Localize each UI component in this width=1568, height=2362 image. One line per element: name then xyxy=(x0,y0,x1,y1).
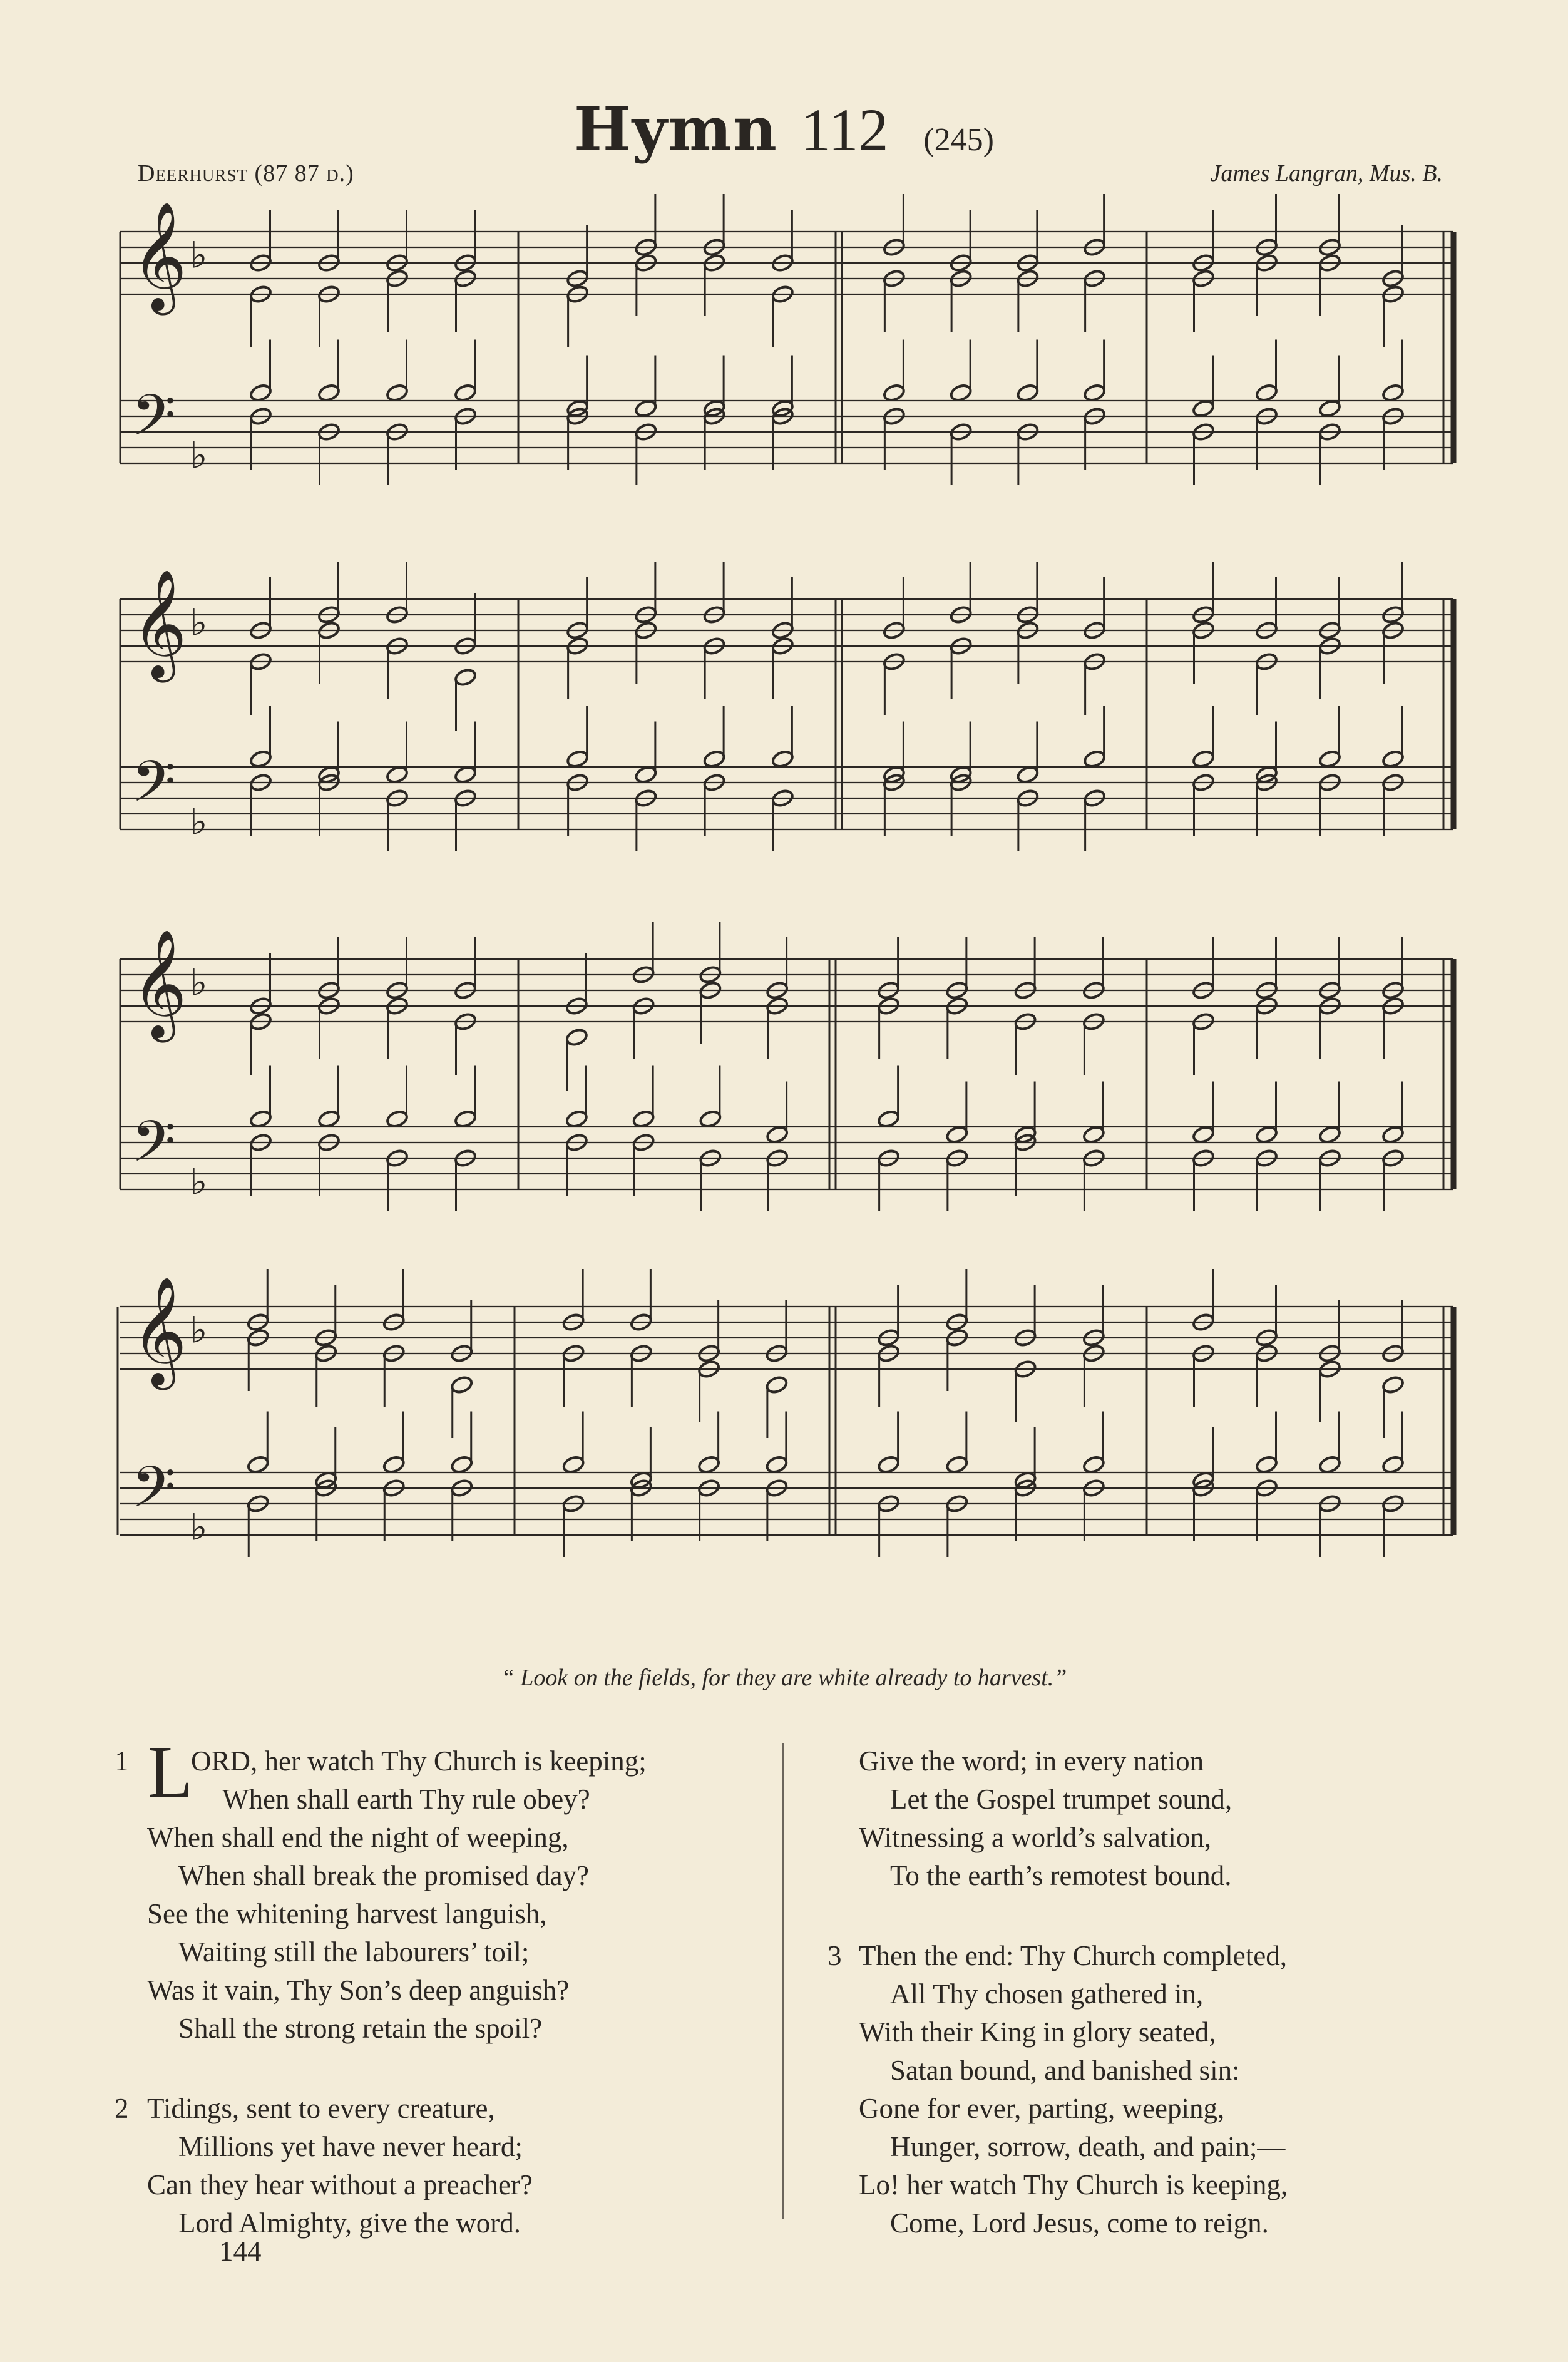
verse-line: When shall earth Thy rule obey? xyxy=(222,1784,590,1815)
note-head xyxy=(454,765,478,784)
note-head xyxy=(877,1455,901,1474)
note-head xyxy=(1318,749,1342,769)
note-head xyxy=(386,765,409,784)
verse-line: Let the Gospel trumpet sound, xyxy=(890,1784,1232,1815)
treble-clef-icon: 𝄞 xyxy=(131,569,187,678)
note-head xyxy=(702,749,726,769)
note-head xyxy=(699,1109,722,1129)
hymn-number: 112 xyxy=(800,96,889,163)
note-head xyxy=(1318,1455,1342,1474)
note-head xyxy=(765,1455,789,1474)
flat-icon: ♭ xyxy=(190,1160,208,1203)
note-head xyxy=(1381,749,1405,769)
note-head xyxy=(765,1375,789,1394)
verse-line: Tidings, sent to every creature, xyxy=(147,2093,495,2124)
treble-clef-icon: 𝄞 xyxy=(131,202,187,311)
bass-clef-icon: 𝄢 xyxy=(131,748,176,829)
verse-line: To the earth’s remotest bound. xyxy=(890,1860,1232,1891)
note-head xyxy=(1192,1125,1216,1144)
flat-icon: ♭ xyxy=(190,1308,208,1352)
note-head xyxy=(246,1455,270,1474)
flat-icon: ♭ xyxy=(190,1506,208,1549)
verse-line: Lord Almighty, give the word. xyxy=(178,2207,521,2239)
note-head xyxy=(386,1109,409,1129)
bass-clef-icon: 𝄢 xyxy=(131,1108,176,1189)
verse-line: See the whitening harvest languish, xyxy=(147,1898,547,1929)
note-head xyxy=(697,1455,721,1474)
note-head xyxy=(883,383,906,403)
note-head xyxy=(771,749,795,769)
note-head xyxy=(1381,1375,1405,1394)
composer: James Langran, Mus. B. xyxy=(1210,160,1443,187)
flat-icon: ♭ xyxy=(190,601,208,644)
note-head xyxy=(1192,399,1216,418)
verse-line: Hunger, sorrow, death, and pain;— xyxy=(890,2131,1286,2162)
bass-clef-icon: 𝄢 xyxy=(131,382,176,463)
hymn-title-word: Hymn xyxy=(574,94,778,165)
note-head xyxy=(634,765,658,784)
flat-icon: ♭ xyxy=(190,434,208,477)
verse-line: Witnessing a world’s salvation, xyxy=(859,1822,1212,1853)
note-head xyxy=(1318,1125,1342,1144)
verse-line: Then the end: Thy Church completed, xyxy=(859,1940,1287,1971)
note-head xyxy=(382,1455,406,1474)
drop-cap: L xyxy=(148,1731,193,1813)
note-head xyxy=(949,383,973,403)
verse-line: When shall end the night of weeping, xyxy=(147,1822,569,1853)
note-head xyxy=(450,1375,474,1394)
verse-line: Satan bound, and banished sin: xyxy=(890,2055,1240,2086)
note-head xyxy=(1381,1125,1405,1144)
page-number: 144 xyxy=(219,2236,262,2267)
verse-line: When shall break the promised day? xyxy=(178,1860,590,1891)
column-divider xyxy=(782,1743,784,2219)
note-head xyxy=(249,749,273,769)
note-head xyxy=(450,1455,474,1474)
verse-line: ORD, her watch Thy Church is keeping; xyxy=(191,1745,647,1777)
note-head xyxy=(1082,1125,1106,1144)
verse-line: Was it vain, Thy Son’s deep anguish? xyxy=(147,1974,570,2006)
verse-line: Can they hear without a preacher? xyxy=(147,2169,533,2200)
flat-icon: ♭ xyxy=(190,961,208,1004)
note-head xyxy=(1083,383,1107,403)
note-head xyxy=(386,383,409,403)
verse-line: Millions yet have never heard; xyxy=(178,2131,523,2162)
note-head xyxy=(454,1109,478,1129)
scripture-quote: “ Look on the fields, for they are white already to harvest.” xyxy=(501,1665,1067,1691)
note-head xyxy=(766,1125,789,1144)
flat-icon: ♭ xyxy=(190,800,208,843)
verse-line: Shall the strong retain the spoil? xyxy=(178,2013,543,2044)
note-head xyxy=(1381,1455,1405,1474)
note-head xyxy=(454,383,478,403)
verse-line: Come, Lord Jesus, come to reign. xyxy=(890,2207,1269,2239)
note-head xyxy=(566,749,590,769)
note-head xyxy=(1082,1455,1106,1474)
note-head xyxy=(945,1455,969,1474)
note-head xyxy=(249,383,273,403)
note-head xyxy=(565,1027,589,1047)
note-head xyxy=(1192,749,1216,769)
note-head xyxy=(1255,1455,1279,1474)
note-head xyxy=(561,1455,585,1474)
verse-line: With their King in glory seated, xyxy=(859,2016,1216,2048)
note-head xyxy=(945,1125,969,1144)
treble-clef-icon: 𝄞 xyxy=(131,1276,187,1385)
note-head xyxy=(565,1109,589,1129)
verse-line: Lo! her watch Thy Church is keeping, xyxy=(859,2169,1288,2200)
tune-name: Deerhurst (87 87 d.) xyxy=(138,160,354,187)
bass-clef-icon: 𝄢 xyxy=(131,1454,176,1534)
note-head xyxy=(249,1109,273,1129)
note-head xyxy=(317,1109,341,1129)
note-head xyxy=(877,1109,901,1129)
note-head xyxy=(634,399,658,418)
note-head xyxy=(1381,383,1405,403)
verse-line: Give the word; in every nation xyxy=(859,1745,1204,1777)
verse-line: Waiting still the labourers’ toil; xyxy=(178,1936,530,1968)
note-head xyxy=(1255,383,1279,403)
verse-line: Gone for ever, parting, weeping, xyxy=(859,2093,1225,2124)
note-head xyxy=(317,383,341,403)
verse-number: 1 xyxy=(115,1745,129,1777)
note-head xyxy=(1318,399,1342,418)
note-head xyxy=(1016,383,1040,403)
verse-number: 3 xyxy=(828,1940,842,1971)
treble-clef-icon: 𝄞 xyxy=(131,929,187,1038)
verse-number: 2 xyxy=(115,2093,129,2124)
note-head xyxy=(454,667,478,687)
verse-line: All Thy chosen gathered in, xyxy=(890,1978,1204,2010)
note-head xyxy=(1016,765,1040,784)
hymn-alt-number: (245) xyxy=(923,122,994,158)
note-head xyxy=(1255,1125,1279,1144)
flat-icon: ♭ xyxy=(190,234,208,277)
note-head xyxy=(632,1109,655,1129)
note-head xyxy=(1083,749,1107,769)
